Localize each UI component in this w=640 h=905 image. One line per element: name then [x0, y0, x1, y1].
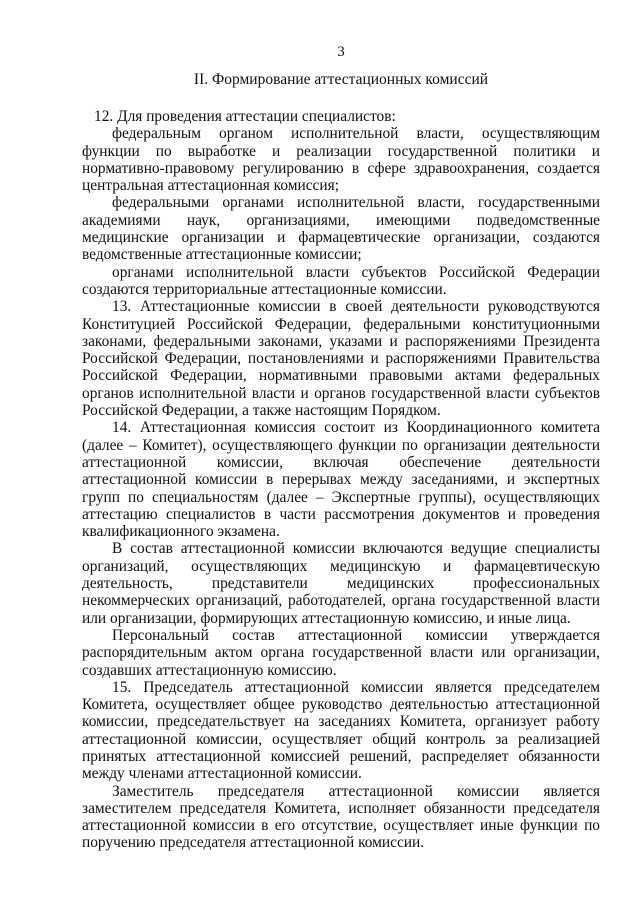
paragraph-14: 14. Аттестационная комиссия состоит из Координационного комитета (далее – Комитет), осуществляющего функции по организации деятельности аттестационной комиссии, включая обеспечение деятельности аттестационной комиссии в перерывах между заседаниями, и экспертных групп по специальностям (далее – Экспертные группы), осуществляющих аттестацию специалистов в части рассмотрения документов и проведения квалификационного экзамена. — [82, 419, 600, 541]
page-number: 3 — [337, 44, 345, 60]
section-title: II. Формирование аттестационных комиссий — [193, 71, 489, 88]
paragraph-13: 13. Аттестационные комиссии в своей деятельности руководствуются Конституцией Российской Федерации, федеральными конституционными законами, федеральными законами, указами и распоряжениями Президента Российской Федерации, постановлениями и распоряжениями Правительства Российской Федерации, нормативными правовыми актами федеральных органов исполнительной власти и органов государственной власти субъектов Российской Федерации, а также настоящим Порядком. — [82, 298, 600, 420]
paragraph-deputy-chair: Заместитель председателя аттестационной комиссии является заместителем председателя Комитета, исполняет обязанности председателя аттестационной комиссии в его отсутствие, осуществляет иные функции по поручению председателя аттестационной комиссии. — [82, 782, 600, 852]
paragraph-12-intro: 12. Для проведения аттестации специалистов: — [94, 108, 396, 125]
paragraph-personal-composition: Персональный состав аттестационной комиссии утверждается распорядительным актом органа государственной власти или организации, создавших аттестационную комиссию. — [82, 626, 600, 679]
paragraph-territorial-commissions: органами исполнительной власти субъектов Российской Федерации создаются территориальные аттестационные комиссии. — [82, 263, 600, 298]
paragraph-central-commission: федеральным органом исполнительной власти, осуществляющим функции по выработке и реализации государственной политики и нормативно-правовому регулированию в сфере здравоохранения, создается центральная аттестационная комиссия; — [82, 125, 600, 195]
paragraph-15: 15. Председатель аттестационной комиссии является председателем Комитета, осуществляет общее руководство деятельностью аттестационной комиссии, председательствует на заседаниях Комитета, организует работу аттестационной комиссии, осуществляет общий контроль за реализацией принятых аттестационной комиссией решений, распределяет обязанности между членами аттестационной комиссии. — [82, 678, 600, 783]
paragraph-composition: В состав аттестационной комиссии включаются ведущие специалисты организаций, осуществляющих медицинскую и фармацевтическую деятельность, представители медицинских профессиональных некоммерческих организаций, работодателей, органа государственной власти или организации, формирующих аттестационную комиссию, и иные лица. — [82, 540, 600, 627]
paragraph-departmental-commissions: федеральными органами исполнительной власти, государственными академиями наук, организациями, имеющими подведомственные медицинские организации и фармацевтические организации, создаются ведомственные аттестационные комиссии; — [82, 194, 600, 264]
